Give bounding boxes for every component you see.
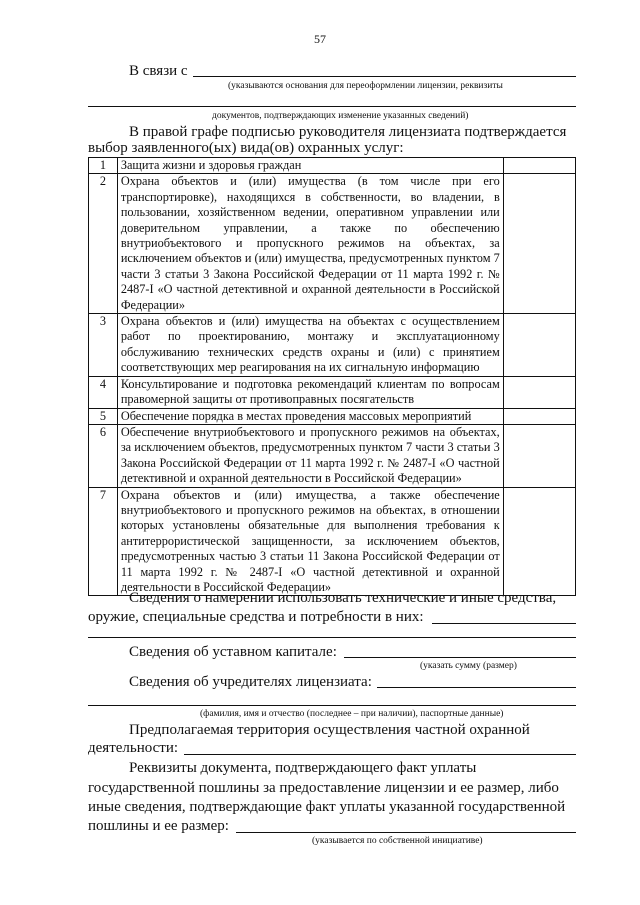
fee-hint: (указывается по собственной инициативе) <box>312 836 483 846</box>
capital-field[interactable] <box>344 657 576 658</box>
capital-hint: (указать сумму (размер) <box>420 661 517 671</box>
service-number: 7 <box>89 487 118 596</box>
table-row <box>89 174 576 314</box>
table-row <box>89 314 576 377</box>
service-number: 1 <box>89 158 118 174</box>
fee-field[interactable] <box>236 832 576 833</box>
territory-field[interactable] <box>184 754 576 755</box>
service-text: Защита жизни и здоровья граждан <box>117 158 503 174</box>
signature-cell[interactable] <box>503 174 575 314</box>
services-table <box>88 157 576 596</box>
service-text: Охрана объектов и (или) имущества на объектах с осуществлением работ по проектированию, монтажу и эксплуатационному обслуживанию технических средств охраны и (или) с принятием соответствующих мер реагирования на их сигнальную информацию <box>117 314 503 377</box>
signature-cell[interactable] <box>503 424 575 487</box>
territory-text-1: Предполагаемая территория осуществления частной охранной <box>129 722 530 738</box>
founders-label: Сведения об учредителях лицензиата: <box>129 674 372 690</box>
territory-text-2: деятельности: <box>88 740 179 756</box>
tech-means-field[interactable] <box>432 623 576 624</box>
in-connection-field-2[interactable] <box>88 106 576 107</box>
signature-cell[interactable] <box>503 408 575 424</box>
founders-field-2[interactable] <box>88 705 576 706</box>
signature-cell[interactable] <box>503 158 575 174</box>
signature-cell[interactable] <box>503 376 575 408</box>
table-row <box>89 487 576 596</box>
tech-means-field-2[interactable] <box>88 637 576 638</box>
founders-hint: (фамилия, имя и отчество (последнее – при наличии), паспортные данные) <box>200 709 504 719</box>
founders-field[interactable] <box>377 687 576 688</box>
service-text: Охрана объектов и (или) имущества (в том числе при его транспортировке), находящихся в собственности, во владении, в пользовании, хозяйственном ведении, оперативном управлении или доверительном управлении, а также по обеспечению внутриобъектового и пропускного режимов на объектах, за исключением объектов и (или) имущества, предусмотренных пунктом 7 части 3 статьи 3 Закона Российской Федерации от 11 марта 1992 г. № 2487-I «О частной детективной и охранной деятельности в Российской Федерации» <box>117 174 503 314</box>
service-text: Обеспечение внутриобъектового и пропускного режимов на объектах, за исключением объектов, предусмотренных пунктом 7 части 3 статьи 3 Закона Российской Федерации от 11 марта 1992 г. № 2487-I «О частной детективной и охранной деятельности в Российской Федерации» <box>117 424 503 487</box>
in-connection-hint-2: документов, подтверждающих изменение указанных сведений) <box>212 111 469 121</box>
intro-text-2: выбор заявленного(ых) вида(ов) охранных услуг: <box>88 140 404 156</box>
tech-means-text-2: оружие, специальные средства и потребности в них: <box>88 609 424 625</box>
fee-text-4: пошлины и ее размер: <box>88 818 229 834</box>
fee-text-2: государственной пошлины за предоставление лицензии и ее размер, либо <box>88 780 559 796</box>
service-number: 5 <box>89 408 118 424</box>
service-number: 3 <box>89 314 118 377</box>
service-text: Охрана объектов и (или) имущества, а также обеспечение внутриобъектового и пропускного режимов на объектах, в отношении которых установлены обязательные для выполнения требования к антитеррористической защищенности, за исключением объектов, предусмотренных частью 3 статьи 11 Закона Российской Федерации от 11 марта 1992 г. № 2487-I «О частной детективной и охранной деятельности в Российской Федерации» <box>117 487 503 596</box>
intro-text-1: В правой графе подписью руководителя лицензиата подтверждается <box>129 124 567 140</box>
table-row <box>89 376 576 408</box>
table-row <box>89 424 576 487</box>
service-text: Обеспечение порядка в местах проведения массовых мероприятий <box>117 408 503 424</box>
tech-means-text-1: Сведения о намерении использовать технические и иные средства, <box>129 590 557 606</box>
signature-cell[interactable] <box>503 487 575 596</box>
table-row <box>89 158 576 174</box>
in-connection-field[interactable] <box>193 76 576 77</box>
service-number: 2 <box>89 174 118 314</box>
page-number: 57 <box>314 32 326 46</box>
fee-text-1: Реквизиты документа, подтверждающего факт уплаты <box>129 760 477 776</box>
fee-text-3: иные сведения, подтверждающие факт уплаты указанной государственной <box>88 799 566 815</box>
in-connection-label: В связи с <box>129 63 188 79</box>
capital-label: Сведения об уставном капитале: <box>129 644 337 660</box>
service-number: 6 <box>89 424 118 487</box>
signature-cell[interactable] <box>503 314 575 377</box>
service-number: 4 <box>89 376 118 408</box>
in-connection-hint-1: (указываются основания для переоформлении лицензии, реквизиты <box>228 81 503 91</box>
table-row <box>89 408 576 424</box>
service-text: Консультирование и подготовка рекомендаций клиентам по вопросам правомерной защиты от противоправных посягательств <box>117 376 503 408</box>
